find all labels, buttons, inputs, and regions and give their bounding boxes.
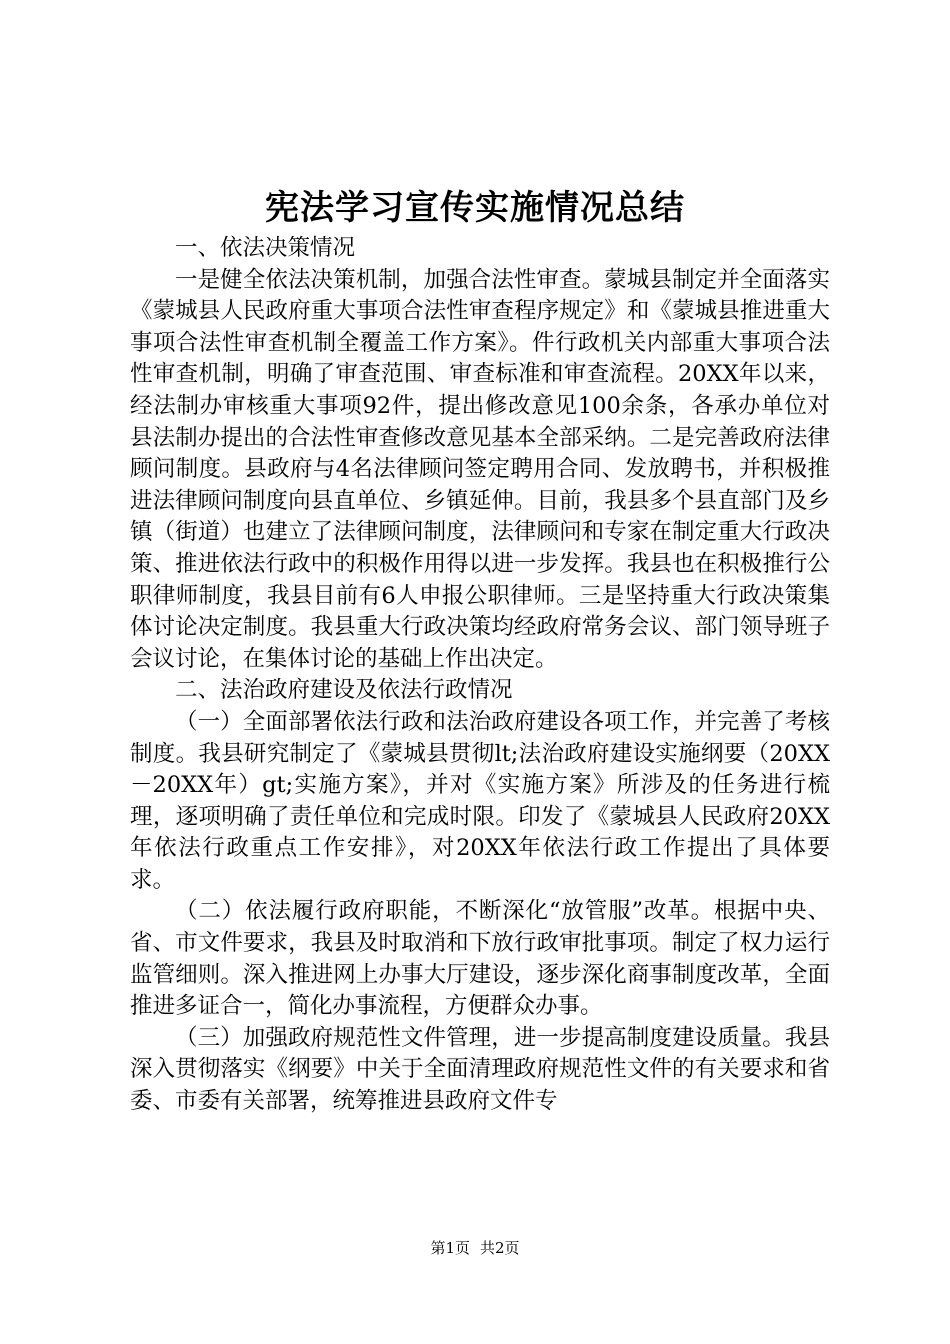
document-title: 宪法学习宣传实施情况总结: [265, 188, 685, 228]
page-number: 第1页: [430, 1239, 470, 1257]
page-footer: [0, 1237, 950, 1259]
body-paragraph: （三）加强政府规范性文件管理，进一步提高制度建设质量。我县深入贯彻落实《纲要》中关于全面清理政府规范性文件的有关要求和省委、市委有关部署，统筹推进县政府文件专: [130, 1024, 830, 1115]
document-body: [130, 233, 830, 1118]
section-heading: 二、法治政府建设及依法行政情况: [175, 677, 513, 704]
body-paragraph: （二）依法履行政府职能，不断深化“放管服”改革。根据中央、省、市文件要求，我县及时取消和下放行政审批事项。制定了权力运行监管细则。深入推进网上办事大厅建设，逐步深化商事制度改革，全面推进多证合一，简化办事流程，方便群众办事。: [130, 898, 830, 1020]
section-heading: 一、依法决策情况: [175, 235, 356, 261]
body-paragraph: 一是健全依法决策机制，加强合法性审查。蒙城县制定并全面落实《蒙城县人民政府重大事项合法性审查程序规定》和《蒙城县推进重大事项合法性审查机制全覆盖工作方案》。件行政机关内部重大事项合法性审查机制，明确了审查范围、审查标准和审查流程。20XX年以来，经法制办审核重大事项92件，提出修改意见100余条，各承办单位对县法制办提出的合法性审查修改意见基本全部采纳。二是完善政府法律顾问制度。县政府与4名法律顾问签定聘用合同、发放聘书，并积极推进法律顾问制度向县直单位、乡镇延伸。目前，我县多个县直部门及乡镇（街道）也建立了法律顾问制度，法律顾问和专家在制定重大行政决策、推进依法行政中的积极作用得以进一步发挥。我县也在积极推行公职律师制度，我县目前有6人申报公职律师。三是坚持重大行政决策集体讨论决定制度。我县重大行政决策均经政府常务会议、部门领导班子会议讨论，在集体讨论的基础上作出决定。: [130, 266, 830, 672]
body-paragraph: （一）全面部署依法行政和法治政府建设各项工作，并完善了考核制度。我县研究制定了《蒙城县贯彻lt;法治政府建设实施纲要（20XX－20XX年）gt;实施方案》，并对《实施方案》所涉及的任务进行梳理，逐项明确了责任单位和完成时限。印发了《蒙城县人民政府20XX年依法行政重点工作安排》，对20XX年依法行政工作提出了具体要求。: [130, 708, 830, 893]
page-count: 共2页: [480, 1239, 520, 1257]
